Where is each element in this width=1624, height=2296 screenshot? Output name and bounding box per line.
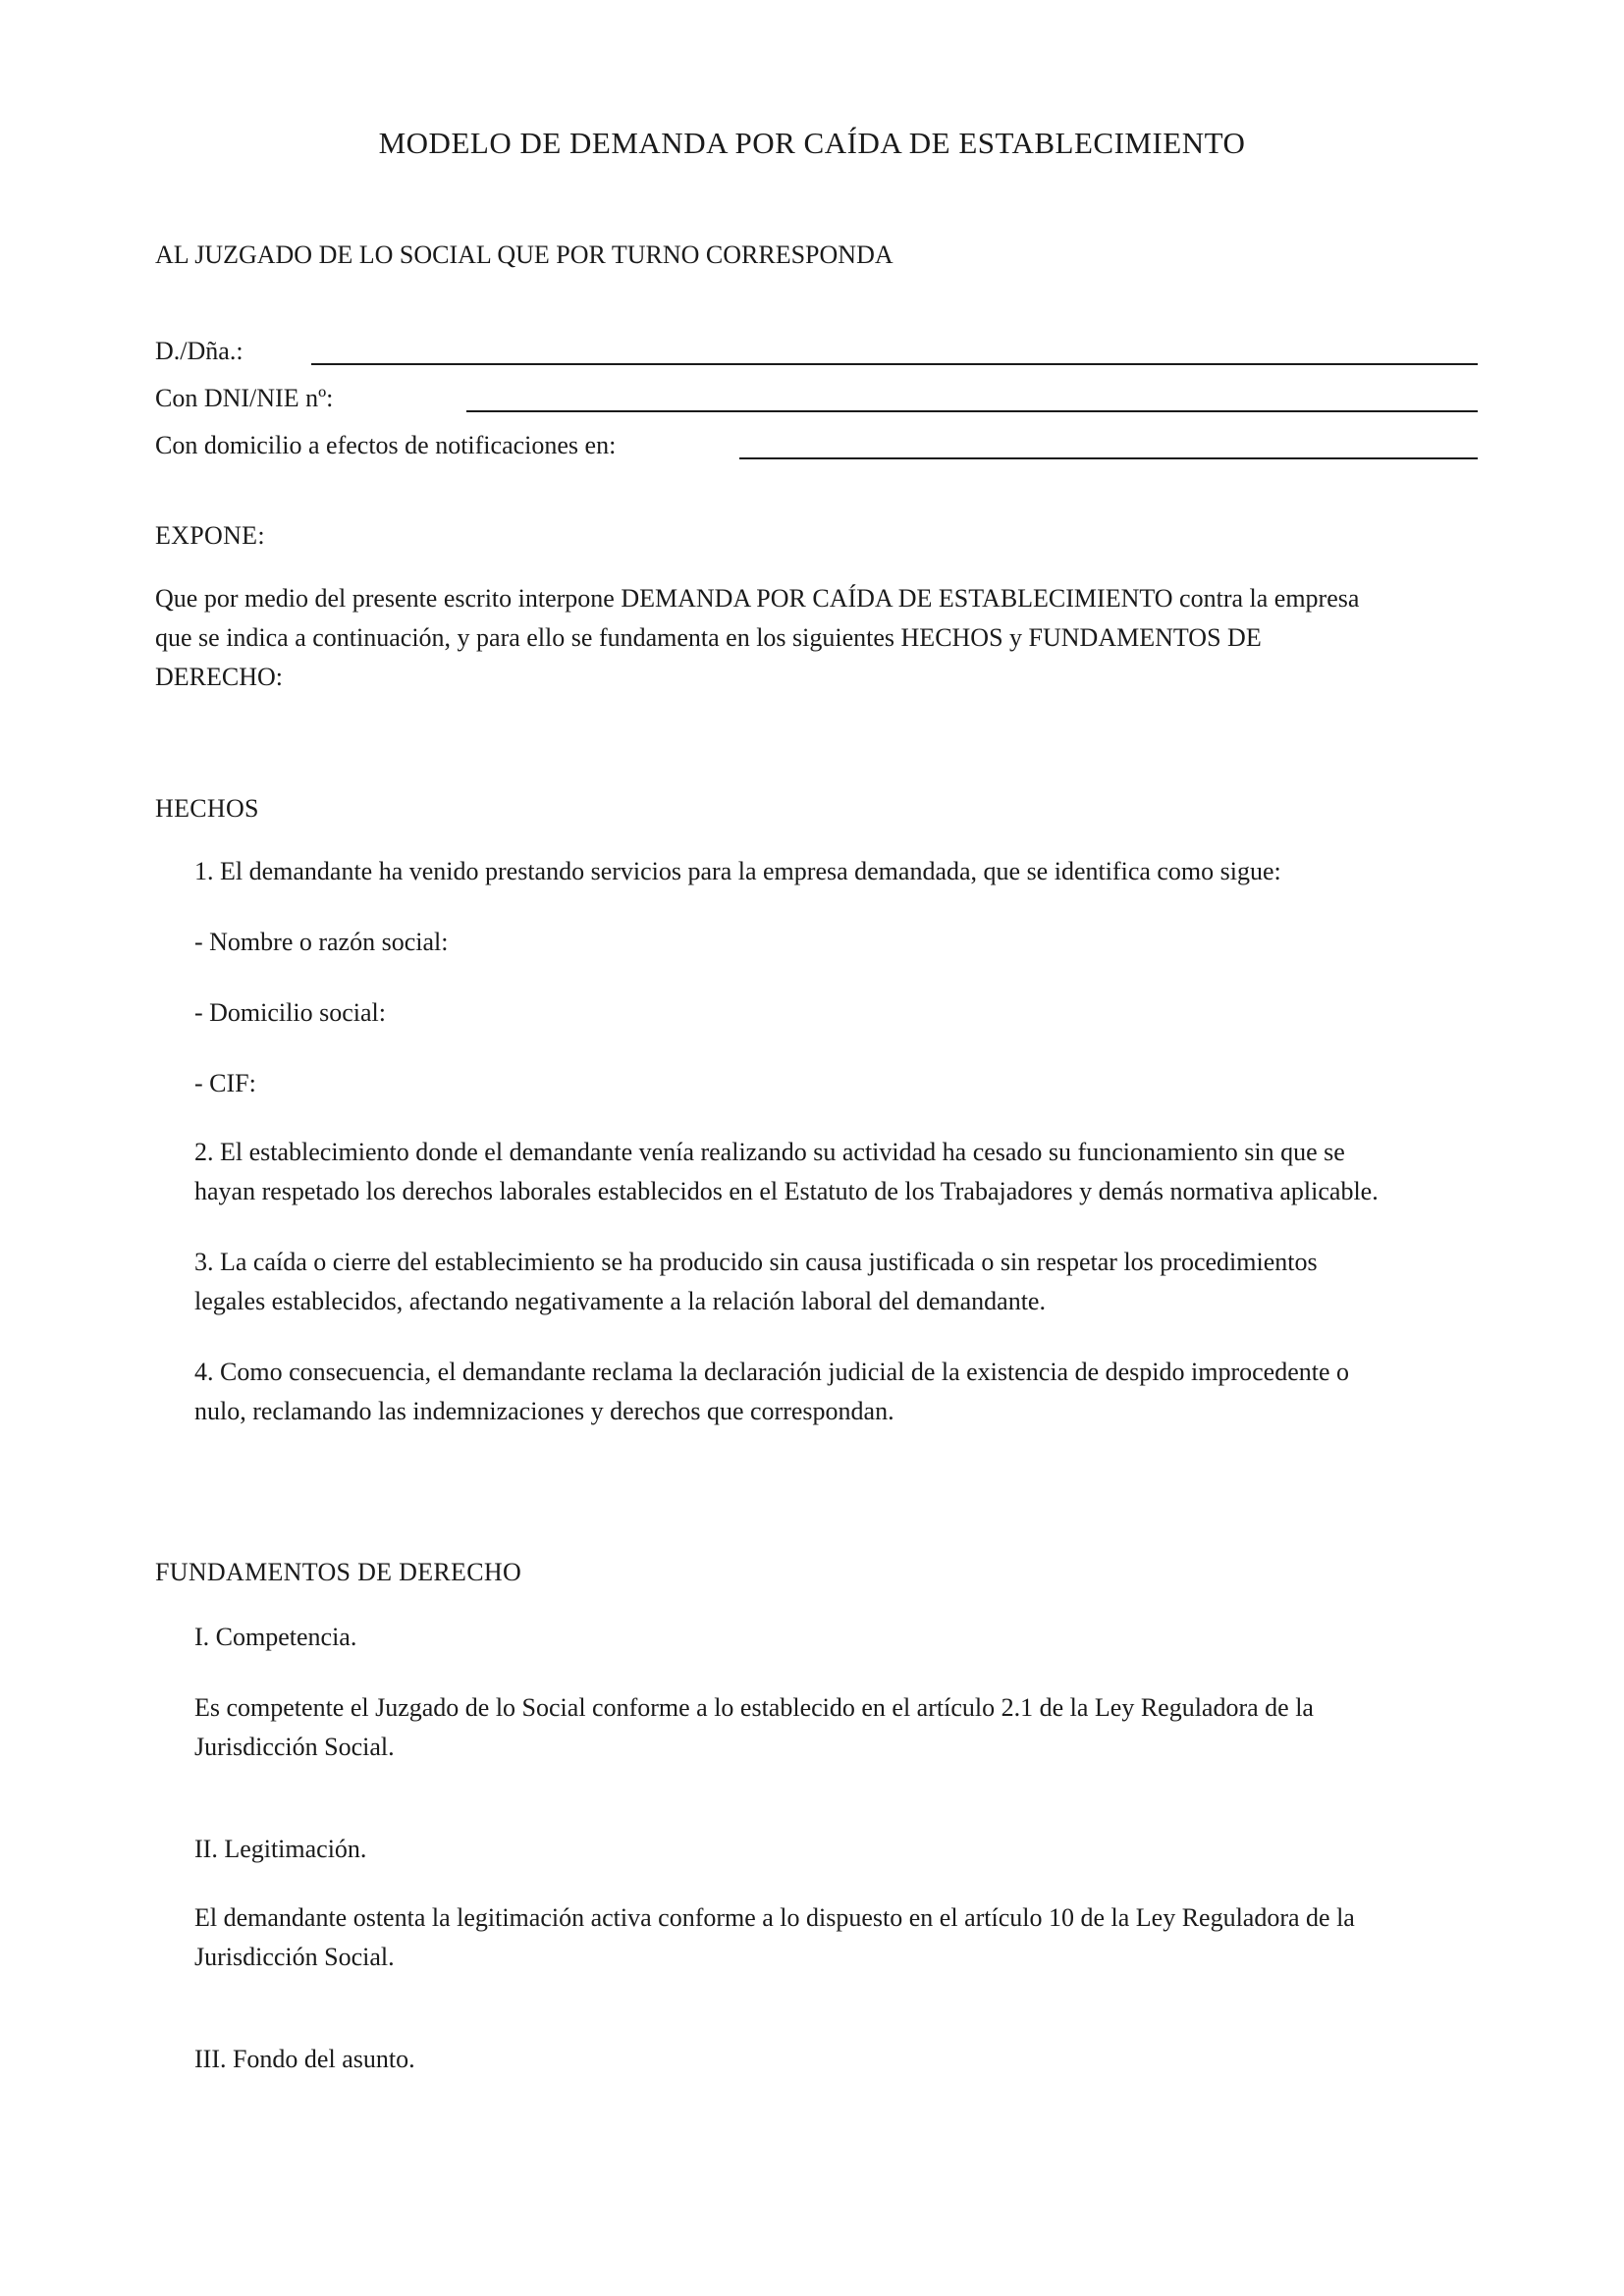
dni-field-label: Con DNI/NIE nº:: [155, 384, 334, 412]
company-address-label: - Domicilio social:: [194, 998, 386, 1027]
name-field-line[interactable]: [311, 363, 1478, 365]
dni-field-line[interactable]: [466, 410, 1478, 412]
fundamentos-section-title: I. Competencia.: [194, 1623, 357, 1651]
company-name-label: - Nombre o razón social:: [194, 928, 449, 956]
hechos-item-2-cont: hayan respetado los derechos laborales establecidos en el Estatuto de los Trabajadores y demás normativa aplicable.: [194, 1177, 1379, 1205]
fundamentos-section-text: Jurisdicción Social.: [194, 1943, 395, 1971]
hechos-item-3-cont: legales establecidos, afectando negativamente a la relación laboral del demandante.: [194, 1287, 1046, 1315]
address-field-label: Con domicilio a efectos de notificaciones en:: [155, 431, 617, 459]
document-title: MODELO DE DEMANDA POR CAÍDA DE ESTABLECIMIENTO: [378, 126, 1246, 160]
fundamentos-section-title: II. Legitimación.: [194, 1835, 367, 1863]
expone-text-line: DERECHO:: [155, 663, 283, 691]
company-cif-label: - CIF:: [194, 1069, 256, 1097]
expone-text-line: Que por medio del presente escrito interpone DEMANDA POR CAÍDA DE ESTABLECIMIENTO contra la empresa: [155, 584, 1360, 613]
expone-text-line: que se indica a continuación, y para ello se fundamenta en los siguientes HECHOS y FUNDAMENTOS DE: [155, 623, 1262, 652]
address-field-line[interactable]: [739, 457, 1478, 459]
hechos-item-4-cont: nulo, reclamando las indemnizaciones y derechos que correspondan.: [194, 1397, 894, 1425]
hechos-item-1: 1. El demandante ha venido prestando servicios para la empresa demandada, que se identifica como sigue:: [194, 857, 1281, 885]
fundamentos-heading: FUNDAMENTOS DE DERECHO: [155, 1558, 522, 1586]
hechos-item-3: 3. La caída o cierre del establecimiento se ha producido sin causa justificada o sin respetar los procedimientos: [194, 1248, 1318, 1276]
fundamentos-section-title: III. Fondo del asunto.: [194, 2045, 415, 2073]
expone-heading: EXPONE:: [155, 521, 265, 550]
hechos-heading: HECHOS: [155, 794, 259, 823]
hechos-item-4: 4. Como consecuencia, el demandante reclama la declaración judicial de la existencia de despido improcedente o: [194, 1358, 1349, 1386]
addressee-line: AL JUZGADO DE LO SOCIAL QUE POR TURNO CORRESPONDA: [155, 240, 893, 269]
fundamentos-section-text: Jurisdicción Social.: [194, 1733, 395, 1761]
fundamentos-section-text: El demandante ostenta la legitimación activa conforme a lo dispuesto en el artículo 10 de la Ley Reguladora de la: [194, 1903, 1355, 1932]
fundamentos-section-text: Es competente el Juzgado de lo Social conforme a lo establecido en el artículo 2.1 de la Ley Reguladora de la: [194, 1693, 1314, 1722]
name-field-label: D./Dña.:: [155, 337, 244, 365]
hechos-item-2: 2. El establecimiento donde el demandante venía realizando su actividad ha cesado su funcionamiento sin que se: [194, 1138, 1345, 1166]
